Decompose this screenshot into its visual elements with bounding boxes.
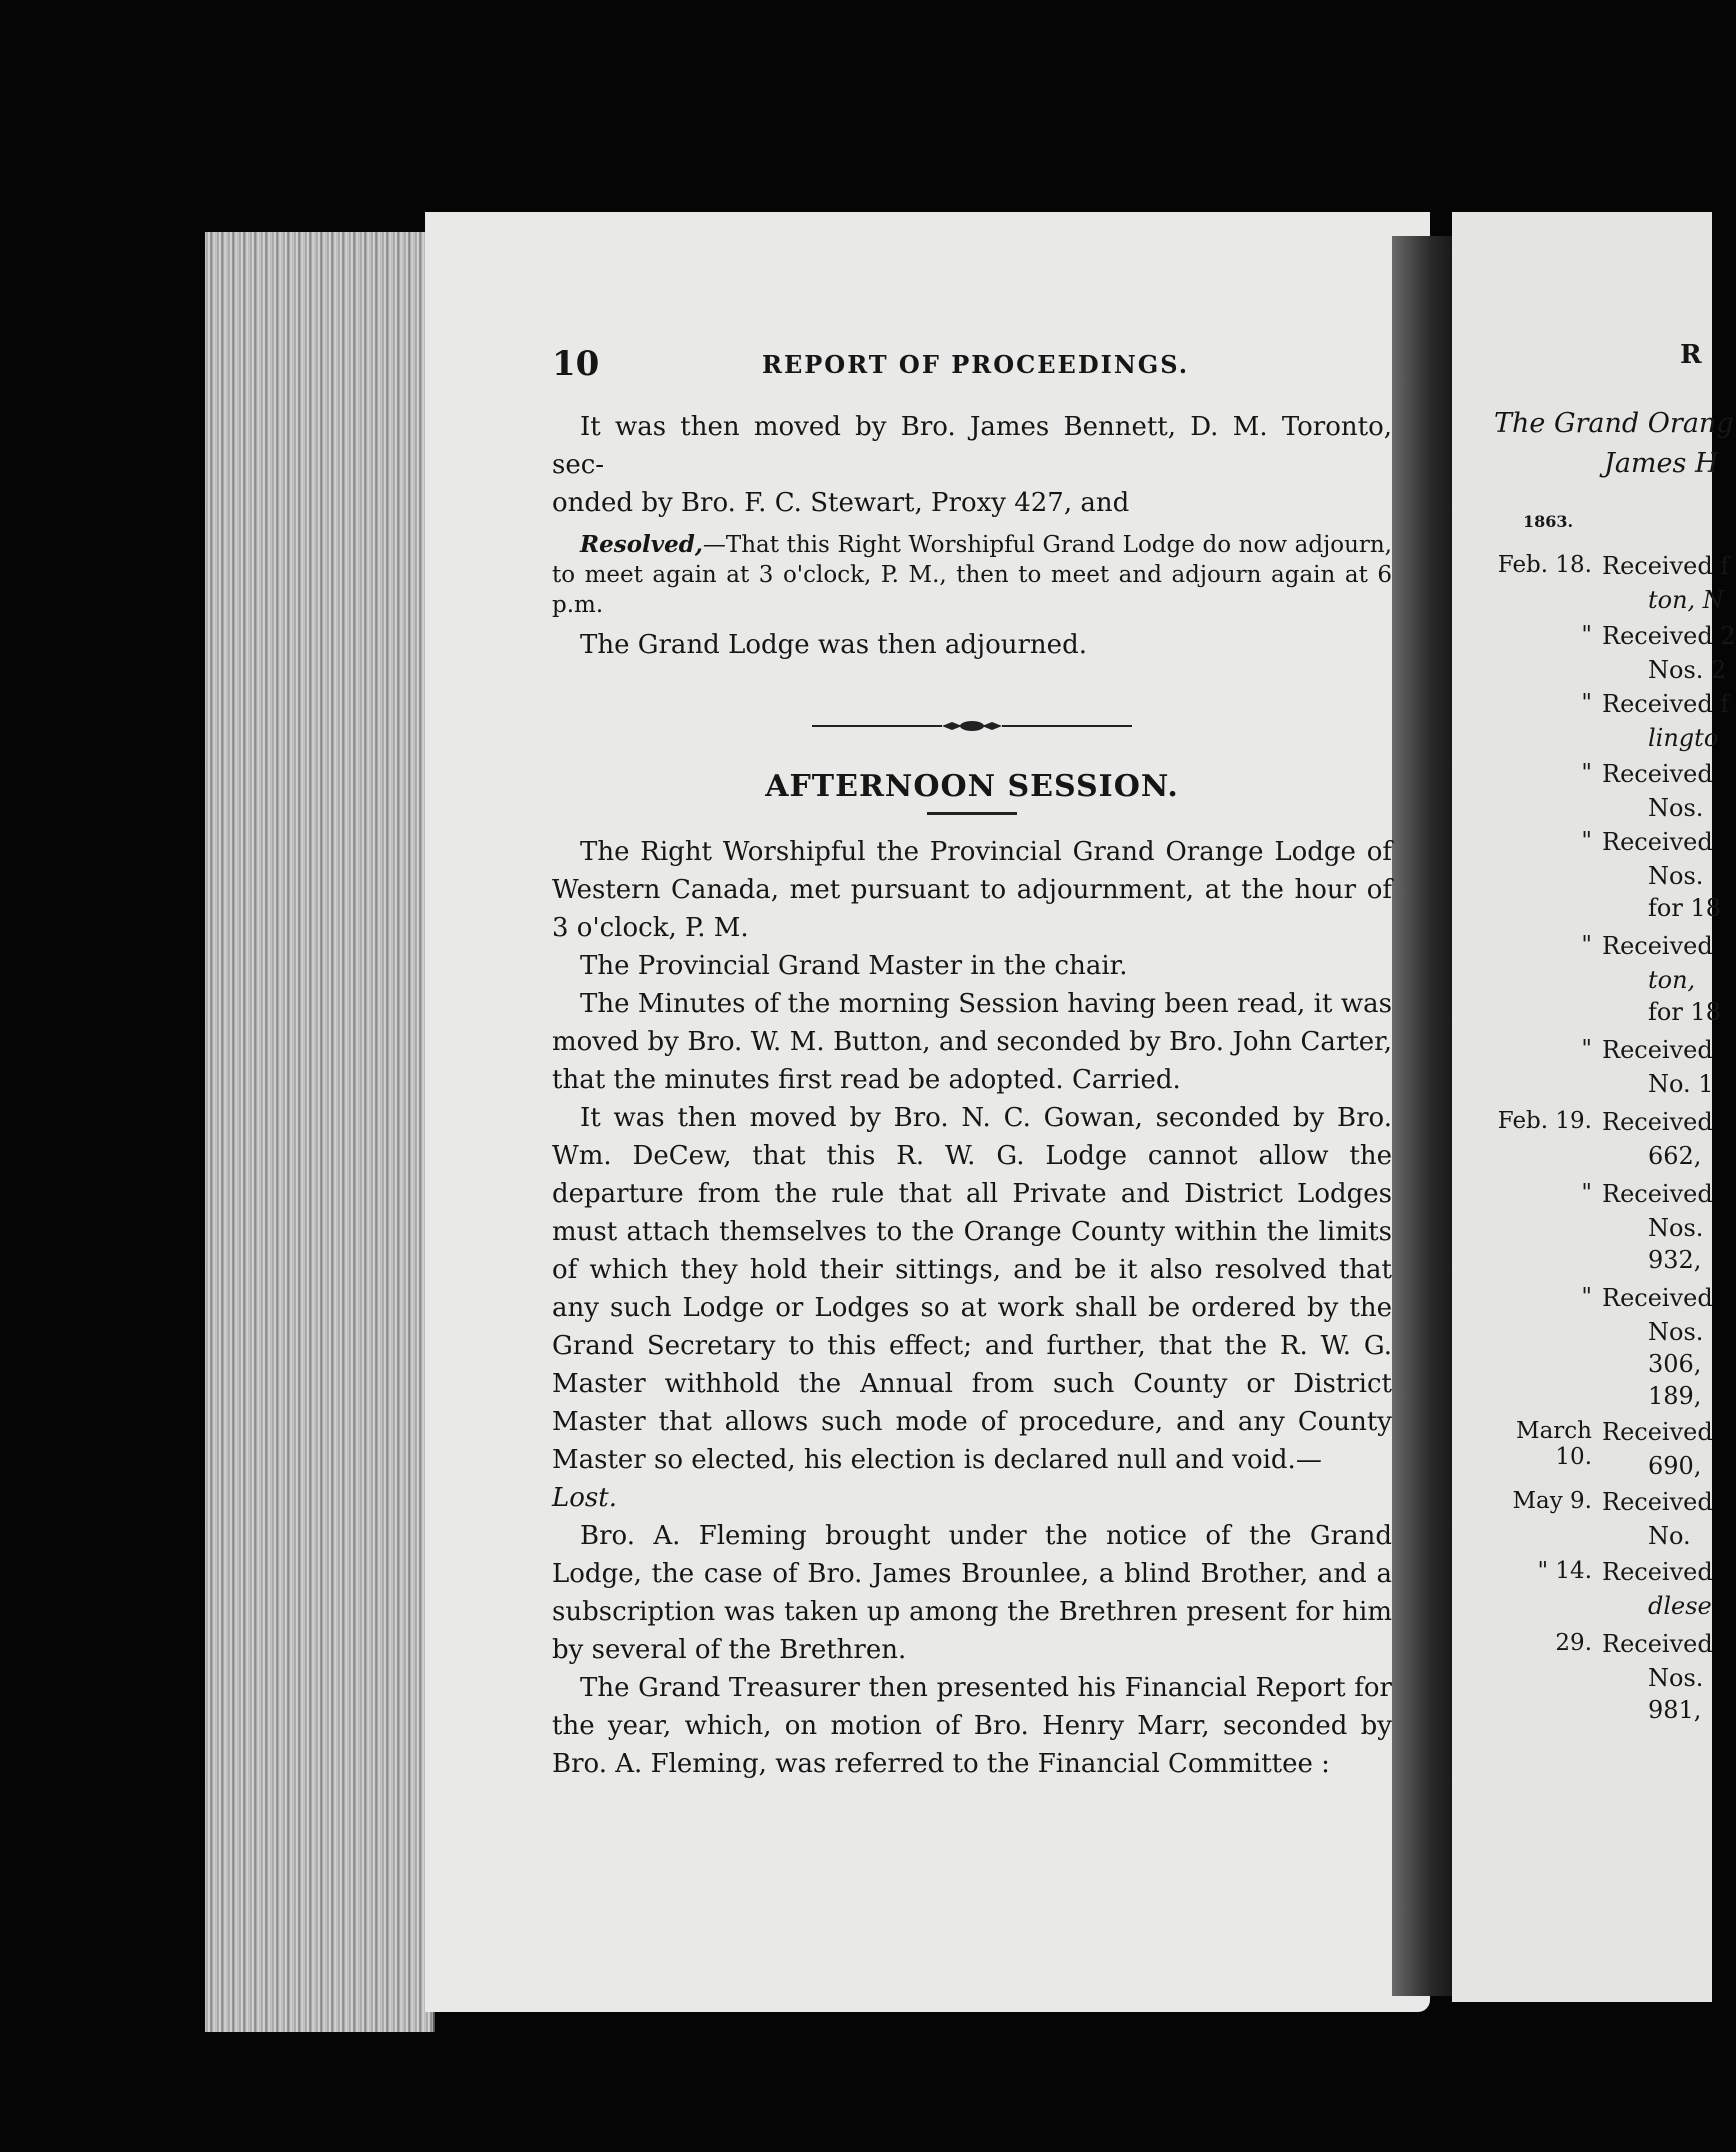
resolution-lead: Resolved, bbox=[580, 531, 703, 558]
entry-line: 662, bbox=[1648, 1142, 1702, 1170]
left-page-body bbox=[552, 408, 1392, 1783]
motion-line-1: It was then moved by Bro. James Bennett, D. M. Toronto, sec- bbox=[552, 412, 1392, 480]
entry-date: May 9. bbox=[1512, 1488, 1592, 1514]
entry-line: Received bbox=[1602, 1558, 1713, 1586]
right-page-title-2: James H bbox=[1604, 448, 1719, 479]
entry-line: Received bbox=[1602, 1630, 1713, 1658]
motion-line-2: onded by Bro. F. C. Stewart, Proxy 427, and bbox=[552, 488, 1130, 518]
entry-line: Nos. bbox=[1648, 862, 1704, 890]
entry-date: 29. bbox=[1555, 1630, 1592, 1656]
entry-line: Received bbox=[1602, 932, 1713, 960]
entry-line: Received bbox=[1602, 828, 1713, 856]
entry-date: " bbox=[1581, 1284, 1592, 1310]
running-head bbox=[552, 344, 1392, 384]
entry-date: " bbox=[1581, 828, 1592, 854]
entry-line: Received bbox=[1602, 1108, 1713, 1136]
paragraph-fleming: Bro. A. Fleming brought under the notice of the Grand Lodge, the case of Bro. James Brounlee, a blind Brother, and a subscription was taken up among the Brethren present for him by several of the Brethren. bbox=[552, 1521, 1392, 1665]
entry-date: " bbox=[1581, 760, 1592, 786]
right-page-year: 1863. bbox=[1523, 512, 1574, 531]
title-underline bbox=[927, 812, 1017, 815]
entry-line: Received bbox=[1602, 760, 1713, 788]
entry-date: " bbox=[1581, 1036, 1592, 1062]
resolution-text: —That this Right Worshipful Grand Lodge do now adjourn, to meet again at 3 o'clock, P. M., then to meet and adjourn again at 6 p.m. bbox=[552, 532, 1392, 618]
entry-line: for 18 bbox=[1648, 894, 1721, 922]
entry-line: 932, bbox=[1648, 1246, 1702, 1274]
entry-line: Received bbox=[1602, 1180, 1713, 1208]
entry-line: Received f bbox=[1602, 690, 1730, 718]
entry-line: Received f bbox=[1602, 552, 1730, 580]
page-number: 10 bbox=[552, 344, 600, 384]
entry-line: 981, bbox=[1648, 1696, 1702, 1724]
entry-line: Received bbox=[1602, 1036, 1713, 1064]
entry-line: for 18 bbox=[1648, 998, 1721, 1026]
running-head-title: REPORT OF PROCEEDINGS. bbox=[762, 350, 1190, 379]
entry-date: " 14. bbox=[1537, 1558, 1592, 1584]
entry-line: dlese bbox=[1648, 1592, 1712, 1620]
entry-date: Feb. 19. bbox=[1497, 1108, 1592, 1134]
paragraph-meeting: The Right Worshipful the Provincial Grand Orange Lodge of Western Canada, met pursuant to adjournment, at the hour of 3 o'clock, P. M. bbox=[552, 837, 1392, 943]
entry-line: ton, bbox=[1648, 966, 1696, 994]
entry-line: No. 1 bbox=[1648, 1070, 1714, 1098]
adjourned-line: The Grand Lodge was then adjourned. bbox=[580, 630, 1087, 660]
entry-line: Nos. bbox=[1648, 794, 1704, 822]
right-page-title-1: The Grand Orang bbox=[1494, 408, 1734, 439]
entry-date: Feb. 18. bbox=[1497, 552, 1592, 578]
entry-line: Nos. 2 bbox=[1648, 656, 1727, 684]
section-ornament bbox=[552, 706, 1392, 746]
resolution-paragraph bbox=[552, 530, 1392, 620]
book-page-edges bbox=[205, 232, 435, 2032]
entry-line: ton, N bbox=[1648, 586, 1724, 614]
entry-line: No. bbox=[1648, 1522, 1691, 1550]
right-running-head: R bbox=[1680, 340, 1702, 370]
motion-result-lost: Lost. bbox=[552, 1483, 617, 1513]
entry-line: 306, bbox=[1648, 1350, 1702, 1378]
right-page bbox=[1452, 212, 1712, 2002]
entry-line: Received bbox=[1602, 1488, 1713, 1516]
section-title: AFTERNOON SESSION. bbox=[765, 769, 1179, 804]
paragraph-gowan-motion: It was then moved by Bro. N. C. Gowan, seconded by Bro. Wm. DeCew, that this R. W. G. Lodge cannot allow the departure from the rule that all Private and District Lodges must attach themselves to the Orange County within the limits of which they hold their sittings, and be it also resolved that any such Lodge or Lodges so at work shall be ordered by the Grand Secretary to this effect; and further, that the R. W. G. Master withhold the Annual from such County or District Master that allows such mode of procedure, and any County Master so elected, his election is declared null and void.— bbox=[552, 1103, 1392, 1475]
entry-line: 189, bbox=[1648, 1382, 1702, 1410]
entry-date: " bbox=[1581, 690, 1592, 716]
entry-date: March 10. bbox=[1516, 1418, 1592, 1470]
paragraph-treasurer: The Grand Treasurer then presented his Financial Report for the year, which, on motion of Bro. Henry Marr, seconded by Bro. A. Fleming, was referred to the Financial Committee : bbox=[552, 1673, 1392, 1779]
entry-line: Nos. bbox=[1648, 1214, 1704, 1242]
entry-line: Nos. bbox=[1648, 1318, 1704, 1346]
entry-line: Nos. bbox=[1648, 1664, 1704, 1692]
entry-line: 690, bbox=[1648, 1452, 1702, 1480]
entry-line: Received bbox=[1602, 1418, 1713, 1446]
paragraph-minutes: The Minutes of the morning Session having been read, it was moved by Bro. W. M. Button, and seconded by Bro. John Carter, that the minutes first read be adopted. Carried. bbox=[552, 989, 1392, 1095]
entry-line: lingto bbox=[1648, 724, 1719, 752]
ornament-rule-icon bbox=[812, 716, 1132, 736]
paragraph-chair: The Provincial Grand Master in the chair. bbox=[580, 951, 1128, 981]
entry-date: " bbox=[1581, 932, 1592, 958]
entry-line: Received bbox=[1602, 1284, 1713, 1312]
entry-date: " bbox=[1581, 1180, 1592, 1206]
entry-date: " bbox=[1581, 622, 1592, 648]
entry-line: Received 2 bbox=[1602, 622, 1736, 650]
